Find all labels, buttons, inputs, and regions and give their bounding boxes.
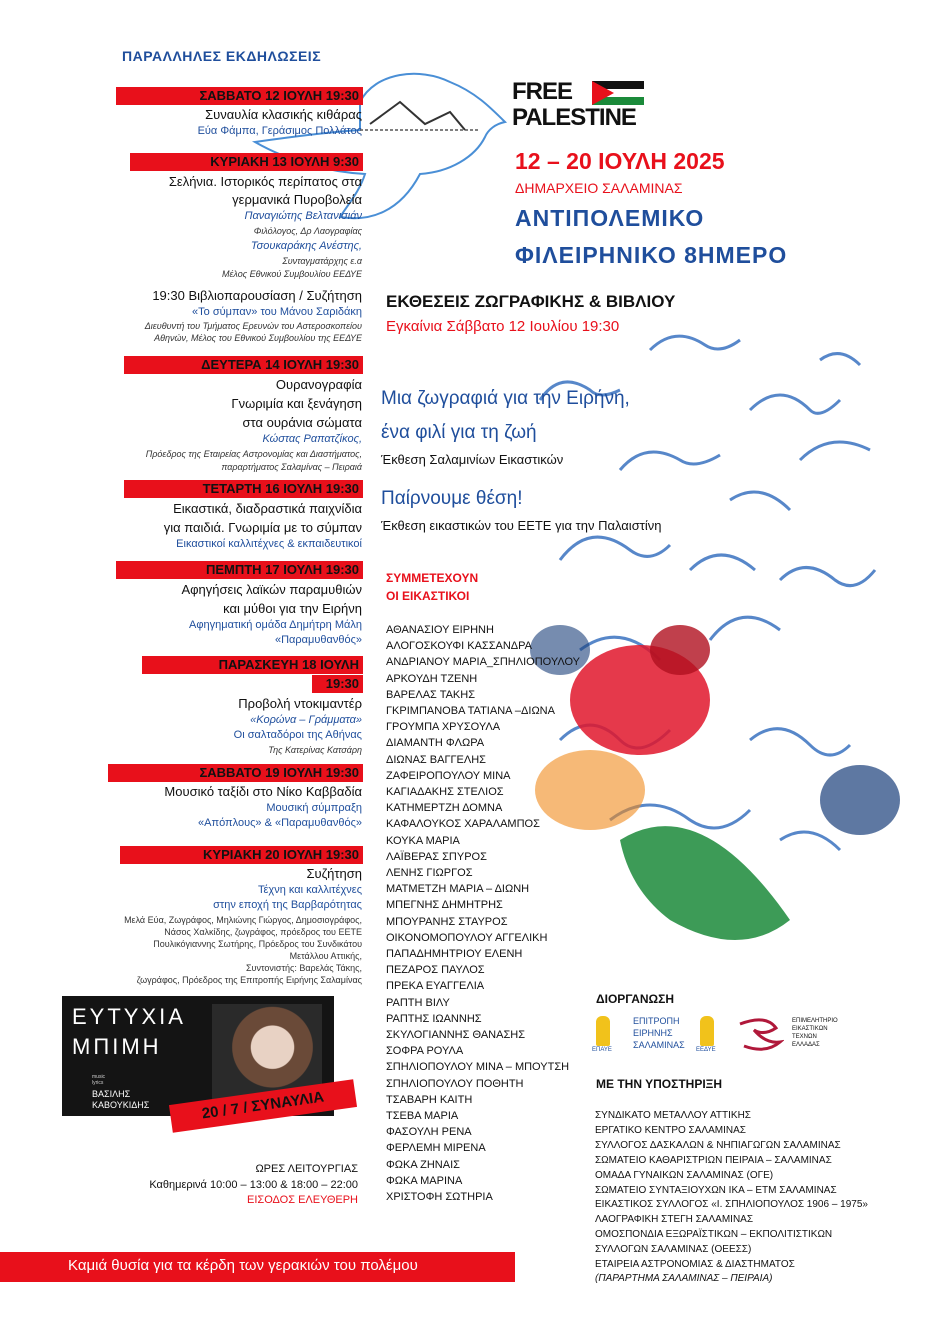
- artist-name: ΚΑΓΙΑΔΑΚΗΣ ΣΤΕΛΙΟΣ: [386, 786, 504, 798]
- logo-text: ΕΠΙΤΡΟΠΗ: [633, 1016, 680, 1026]
- opening-date: Εγκαίνια Σάββατο 12 Ιουλίου 19:30: [386, 318, 620, 335]
- event-title: Ουρανογραφία: [275, 377, 362, 392]
- event-panelists: Νάσος Χαλκίδης, ζωγράφος, πρόεδρος του ΕΕΤΕ: [164, 927, 362, 937]
- supporter-name: ΕΡΓΑΤΙΚΟ ΚΕΝΤΡΟ ΣΑΛΑΜΙΝΑΣ: [595, 1124, 746, 1136]
- support-heading: ΜΕ ΤΗΝ ΥΠΟΣΤΗΡΙΞΗ: [596, 1077, 723, 1091]
- event-speaker-role: Μέλος Εθνικού Συμβουλίου ΕΕΔΥΕ: [221, 269, 362, 279]
- event-speaker: Τσουκαράκης Ανέστης,: [250, 240, 362, 252]
- event-speaker-role: Αθηνών, Μέλος του Εθνικού Συμβουλίου της ΕΕΔΥΕ: [154, 333, 362, 343]
- organization-heading: ΔΙΟΡΓΑΝΩΣΗ: [596, 992, 675, 1006]
- composer-name: ΒΑΣΙΛΗΣ: [92, 1089, 131, 1099]
- artist-name: ΜΠΟΥΡΑΝΗΣ ΣΤΑΥΡΟΣ: [386, 915, 508, 928]
- exhibit-title: Παίρνουμε θέση!: [381, 488, 523, 509]
- support-note: (ΠΑΡΑΡΤΗΜΑ ΣΑΛΑΜΙΝΑΣ – ΠΕΙΡΑΙΑ): [595, 1273, 773, 1284]
- artist-name: ΤΣΑΒΑΡΗ ΚΑΙΤΗ: [386, 1093, 473, 1106]
- event-performers: Εικαστικοί καλλιτέχνες & εκπαιδευτικοί: [176, 538, 362, 550]
- artist-name: ΖΑΦΕΙΡΟΠΟΥΛΟΥ ΜΙΝΑ: [386, 769, 511, 782]
- event-panelists: ζωγράφος, Πρόεδρος της Επιτροπής Ειρήνης Σαλαμίνας: [136, 975, 362, 985]
- composer-name: ΚΑΒΟΥΚΙΔΗΣ: [92, 1100, 150, 1110]
- artists-heading: ΟΙ ΕΙΚΑΣΤΙΚΟΙ: [386, 589, 470, 603]
- dove-logo-icon: [596, 1016, 610, 1046]
- logo-text: ΣΑΛΑΜΙΝΑΣ: [633, 1040, 685, 1050]
- event-panelists: Πουλικόγιαννης Σωτήρης, Πρόεδρος του Συνδικάτου: [153, 939, 362, 949]
- event-title: 19:30 Βιβλιοπαρουσίαση / Συζήτηση: [152, 288, 362, 303]
- artist-name: ΛΑΪΒΕΡΑΣ ΣΠΥΡΟΣ: [386, 850, 487, 863]
- artist-name: ΛΕΝΗΣ ΓΙΩΡΓΟΣ: [386, 867, 473, 879]
- event-performers: Αφηγηματική ομάδα Δημήτρη Μάλη: [189, 619, 362, 631]
- supporter-name: ΟΜΑΔΑ ΓΥΝΑΙΚΩΝ ΣΑΛΑΜΙΝΑΣ (ΟΓΕ): [595, 1169, 774, 1181]
- exhibit-title: Μια ζωγραφιά για την Ειρήνη,: [381, 388, 630, 409]
- event-title: και μύθοι για την Ειρήνη: [223, 601, 362, 616]
- supporter-name: ΛΑΟΓΡΑΦΙΚΗ ΣΤΕΓΗ ΣΑΛΑΜΙΝΑΣ: [595, 1214, 754, 1226]
- artist-name: ΟΙΚΟΝΟΜΟΠΟΥΛΟΥ ΑΓΓΕΛΙΚΗ: [386, 931, 548, 944]
- free-text: FREE: [512, 78, 573, 105]
- event-film: Οι σαλταδόροι της Αθήνας: [233, 729, 362, 741]
- event-date-mon-14: ΔΕΥΤΕΡΑ 14 ΙΟΥΛΗ 19:30: [124, 356, 363, 374]
- artist-name: ΑΘΑΝΑΣΙΟΥ ΕΙΡΗΝΗ: [386, 624, 494, 636]
- event-film: «Κορώνα – Γράμματα»: [250, 714, 362, 726]
- artist-name: ΧΡΙΣΤΟΦΗ ΣΩΤΗΡΙΑ: [386, 1191, 493, 1203]
- artist-name: ΤΣΕΒΑ ΜΑΡΙΑ: [386, 1110, 459, 1122]
- event-title: γερμανικά Πυροβολεία: [232, 192, 362, 207]
- logo-text: ΕΙΚΑΣΤΙΚΩΝ: [792, 1026, 828, 1032]
- parallel-events-heading: ΠΑΡΑΛΛΗΛΕΣ ΕΚΔΗΛΩΣΕΙΣ: [122, 48, 322, 64]
- artist-name: ΚΑΦΑΛΟΥΚΟΣ ΧΑΡΑΛΑΜΠΟΣ: [386, 818, 540, 831]
- event-speaker: Παναγιώτης Βελτανισιάν: [244, 210, 362, 222]
- free-palestine-logo: [512, 78, 652, 132]
- event-topic: Τέχνη και καλλιτέχνες: [258, 884, 362, 896]
- event-date-wed-16: ΤΕΤΑΡΤΗ 16 ΙΟΥΛΗ 19:30: [124, 480, 363, 498]
- artist-name: ΑΛΟΓΟΣΚΟΥΦΙ ΚΑΣΣΑΝΔΡΑ: [386, 640, 532, 653]
- artist-name: ΑΝΔΡΙΑΝΟΥ ΜΑΡΙΑ_ΣΠΗΛΙΟΠΟΥΛΟΥ: [386, 656, 581, 669]
- event-speaker-role: Φιλόλογος, Δρ Λαογραφίας: [253, 226, 362, 236]
- opening-hours-title: ΩΡΕΣ ΛΕΙΤΟΥΡΓΙΑΣ: [255, 1163, 358, 1175]
- event-topic: στην εποχή της Βαρβαρότητας: [213, 899, 362, 911]
- event-panelists: Μελά Εύα, Ζωγράφος, Μηλιώνης Γιώργος, Δημοσιογράφος,: [124, 915, 362, 925]
- event-speaker-role: παραρτήματος Σαλαμίνας – Πειραιά: [221, 462, 362, 472]
- artist-name: ΦΕΡΛΕΜΗ ΜΙΡΕΝΑ: [386, 1142, 486, 1155]
- event-director: Της Κατερίνας Κατσάρη: [268, 745, 362, 755]
- event-date-sun-20: ΚΥΡΙΑΚΗ 20 ΙΟΥΛΗ 19:30: [120, 846, 363, 864]
- supporter-name: ΣΥΝΔΙΚΑΤΟ ΜΕΤΑΛΛΟΥ ΑΤΤΙΚΗΣ: [595, 1110, 751, 1121]
- artist-name: ΣΟΦΡΑ ΡΟΥΛΑ: [386, 1045, 464, 1058]
- artist-name: ΣΠΗΛΙΟΠΟΥΛΟΥ ΜΙΝΑ – ΜΠΟΥΤΣΗ: [386, 1061, 570, 1074]
- logo-tag: ΕΕΔΥΕ: [696, 1047, 716, 1053]
- artist-name: ΡΑΠΤΗΣ ΙΩΑΝΝΗΣ: [386, 1012, 482, 1025]
- event-title: Συναυλία κλασικής κιθάρας: [205, 107, 362, 122]
- festival-title-line1: ΑΝΤΙΠΟΛΕΜΙΚΟ: [515, 205, 705, 231]
- supporter-name: ΣΥΛΛΟΓΟΣ ΔΑΣΚΑΛΩΝ & ΝΗΠΙΑΓΩΓΩΝ ΣΑΛΑΜΙΝΑΣ: [595, 1139, 841, 1151]
- exhibit-title: ένα φιλί για τη ζωή: [381, 422, 537, 443]
- event-title: Μουσικό ταξίδι στο Νίκο Καββαδία: [164, 784, 362, 799]
- artist-name: ΣΚΥΛΟΓΙΑΝΝΗΣ ΘΑΝΑΣΗΣ: [386, 1029, 525, 1041]
- music-label: music: [92, 1074, 106, 1080]
- event-title: Συζήτηση: [306, 866, 362, 881]
- artist-name: ΚΑΤΗΜΕΡΤΖΗ ΔΟΜΝΑ: [386, 802, 503, 815]
- logo-text: ΕΠΙΜΕΛΗΤΗΡΙΟ: [792, 1018, 838, 1024]
- palestine-text: PALESTINE: [512, 104, 636, 131]
- logo-text: ΤΕΧΝΩΝ: [792, 1034, 817, 1040]
- festival-dates: 12 – 20 ΙΟΥΛΗ 2025: [515, 148, 725, 174]
- logo-text: ΕΛΛΑΔΑΣ: [792, 1042, 820, 1048]
- festival-venue: ΔΗΜΑΡΧΕΙΟ ΣΑΛΑΜΙΝΑΣ: [515, 180, 683, 196]
- artist-name: ΑΡΚΟΥΔΗ ΤΖΕΝΗ: [386, 672, 478, 685]
- event-speaker-role: Διευθυντή του Τμήματος Ερευνών του Αστεροσκοπείου: [144, 321, 362, 331]
- supporter-name: ΣΩΜΑΤΕΙΟ ΣΥΝΤΑΞΙΟΥΧΩΝ ΙΚΑ – ΕΤΜ ΣΑΛΑΜΙΝΑΣ: [595, 1184, 837, 1196]
- event-date-sun-13: ΚΥΡΙΑΚΗ 13 ΙΟΥΛΗ 9:30: [130, 153, 363, 171]
- artists-heading: ΣΥΜΜΕΤΕΧΟΥΝ: [386, 571, 479, 585]
- lyrics-label: lyrics: [92, 1080, 104, 1086]
- free-entry: ΕΙΣΟΔΟΣ ΕΛΕΥΘΕΡΗ: [247, 1194, 358, 1206]
- event-performers: Εύα Φάμπα, Γεράσιμος Πολλάτος: [197, 125, 362, 137]
- artist-name: ΠΡΕΚΑ ΕΥΑΓΓΕΛΙΑ: [386, 980, 485, 993]
- supporter-name: ΕΙΚΑΣΤΙΚΟΣ ΣΥΛΛΟΓΟΣ «Ι. ΣΠΗΛΙΟΠΟΥΛΟΣ 1906 – 1975»: [595, 1199, 868, 1211]
- supporter-name: ΣΥΛΛΟΓΩΝ ΣΑΛΑΜΙΝΑΣ (ΟΕΕΣΣ): [595, 1244, 752, 1256]
- artist-name: ΚΟΥΚΑ ΜΑΡΙΑ: [386, 834, 460, 847]
- artist-name: ΜΠΕΓΝΗΣ ΔΗΜΗΤΡΗΣ: [386, 899, 503, 912]
- slogan-text: Καμιά θυσία για τα κέρδη των γερακιών του πολέμου: [68, 1257, 418, 1274]
- event-date-thu-17: ΠΕΜΠΤΗ 17 ΙΟΥΛΗ 19:30: [116, 561, 363, 579]
- event-performers: «Παραμυθανθός»: [274, 634, 362, 646]
- eete-logo-icon: [736, 1016, 784, 1052]
- event-title: Σελήνια. Ιστορικός περίπατος στα: [168, 174, 362, 189]
- opening-hours-daily: Καθημερινά 10:00 – 13:00 & 18:00 – 22:00: [149, 1179, 358, 1191]
- artist-name: ΦΑΣΟΥΛΗ ΡΕΝΑ: [386, 1126, 472, 1139]
- event-title: Εικαστικά, διαδραστικά παιχνίδια: [173, 501, 362, 516]
- event-title: Γνωριμία και ξενάγηση: [231, 396, 362, 411]
- event-date-fri-18: ΠΑΡΑΣΚΕΥΗ 18 ΙΟΥΛΗ: [142, 656, 363, 674]
- event-title: Αφηγήσεις λαϊκών παραμυθιών: [181, 582, 362, 597]
- artist-name: ΦΩΚΑ ΜΑΡΙΝΑ: [386, 1174, 463, 1187]
- event-time-fri-18: 19:30: [312, 675, 363, 693]
- event-performers: Μουσική σύμπραξη: [266, 802, 362, 814]
- event-performers: «Απόπλους» & «Παραμυθανθός»: [198, 817, 362, 829]
- festival-title-line2: ΦΙΛΕΙΡΗΝΙΚΟ 8ΗΜΕΡΟ: [515, 242, 788, 268]
- event-title: στα ουράνια σώματα: [242, 415, 362, 430]
- artist-name: ΔΙΩΝΑΣ ΒΑΓΓΕΛΗΣ: [386, 753, 486, 766]
- exhibit-subtitle: Έκθεση εικαστικών του ΕΕΤΕ για την Παλαιστίνη: [381, 518, 662, 533]
- artist-name: ΣΠΗΛΙΟΠΟΥΛΟΥ ΠΟΘΗΤΗ: [386, 1077, 524, 1090]
- artist-name: ΜΠΙΜΗ: [72, 1034, 162, 1059]
- artist-name: ΠΕΖΑΡΟΣ ΠΑΥΛΟΣ: [386, 964, 485, 977]
- event-speaker: Κώστας Ραπατζίκος,: [262, 433, 362, 445]
- concert-date-banner: 20 / 7 / ΣΥΝΑΥΛΙΑ: [169, 1079, 357, 1133]
- exhibit-subtitle: Έκθεση Σαλαμινίων Εικαστικών: [381, 452, 564, 467]
- event-title: Προβολή ντοκιμαντέρ: [238, 696, 362, 711]
- supporter-name: ΣΩΜΑΤΕΙΟ ΚΑΘΑΡΙΣΤΡΙΩΝ ΠΕΙΡΑΙΑ – ΣΑΛΑΜΙΝΑΣ: [595, 1154, 832, 1166]
- logo-tag: ΕΠΑΥΕ: [592, 1047, 612, 1053]
- artist-name: ΓΡΟΥΜΠΑ ΧΡΥΣΟΥΛΑ: [386, 721, 501, 734]
- event-speaker-role: Συνταγματάρχης ε.α: [282, 256, 362, 266]
- event-title: για παιδιά. Γνωριμία με το σύμπαν: [163, 520, 362, 535]
- event-book: «Το σύμπαν» του Μάνου Σαριδάκη: [192, 306, 362, 318]
- artist-name: ΜΑΤΜΕΤΖΗ ΜΑΡΙΑ – ΔΙΩΝΗ: [386, 883, 530, 896]
- event-date-sat-19: ΣΑΒΒΑΤΟ 19 ΙΟΥΛΗ 19:30: [108, 764, 363, 782]
- artist-name: ΓΚΡΙΜΠΑΝΟΒΑ ΤΑΤΙΑΝΑ –ΔΙΩΝΑ: [386, 705, 555, 717]
- artist-name: ΔΙΑΜΑΝΤΗ ΦΛΩΡΑ: [386, 737, 485, 750]
- logo-text: ΕΙΡΗΝΗΣ: [633, 1028, 673, 1038]
- artist-name: ΕΥΤΥΧΙΑ: [72, 1004, 186, 1029]
- dove-logo-icon: [700, 1016, 714, 1046]
- palestine-flag-icon: [592, 81, 644, 105]
- event-panelists: Συντονιστής: Βαρελάς Τάκης,: [245, 963, 362, 973]
- supporter-name: ΟΜΟΣΠΟΝΔΙΑ ΕΞΩΡΑΪΣΤΙΚΩΝ – ΕΚΠΟΛΙΤΙΣΤΙΚΩΝ: [595, 1229, 833, 1241]
- event-panelists: Μετάλλου Αττικής,: [289, 951, 362, 961]
- exhibitions-heading: ΕΚΘΕΣΕΙΣ ΖΩΓΡΑΦΙΚΗΣ & ΒΙΒΛΙΟΥ: [386, 292, 676, 311]
- supporter-name: ΕΤΑΙΡΕΙΑ ΑΣΤΡΟΝΟΜΙΑΣ & ΔΙΑΣΤΗΜΑΤΟΣ: [595, 1259, 795, 1270]
- footer-slogan: [0, 1252, 515, 1282]
- artist-name: ΦΩΚΑ ΖΗΝΑΙΣ: [386, 1158, 460, 1171]
- event-speaker-role: Πρόεδρος της Εταιρείας Αστρονομίας και Διαστήματος,: [145, 449, 362, 459]
- artist-name: ΠΑΠΑΔΗΜΗΤΡΙΟΥ ΕΛΕΝΗ: [386, 948, 523, 960]
- artist-name: ΒΑΡΕΛΑΣ ΤΑΚΗΣ: [386, 688, 476, 701]
- event-date-sat-12: ΣΑΒΒΑΤΟ 12 ΙΟΥΛΗ 19:30: [116, 87, 363, 105]
- artist-name: ΡΑΠΤΗ ΒΙΛΥ: [386, 996, 450, 1009]
